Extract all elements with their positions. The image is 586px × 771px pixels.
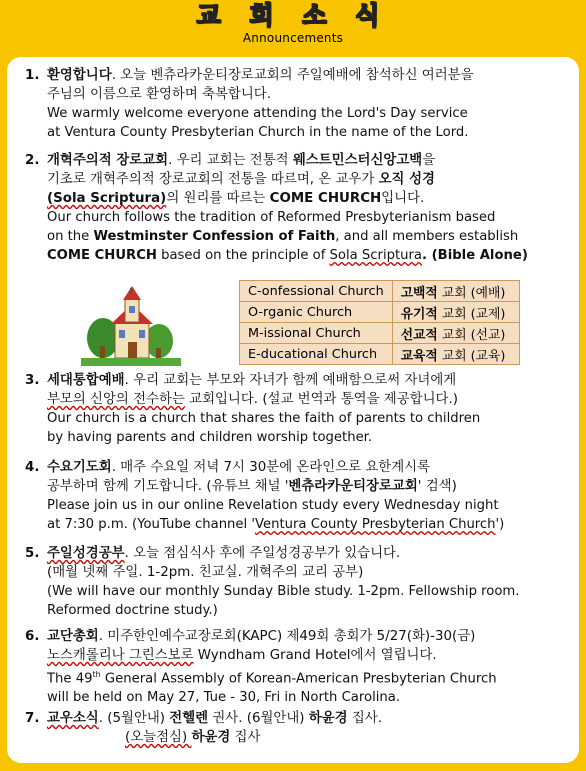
table-cell-text: 교회 (선교) bbox=[437, 327, 506, 343]
item-text: . 오늘 벤츄라카운티장로교회의 주일예배에 참석하신 여러분을 bbox=[111, 68, 474, 83]
item-text-en: will be held on May 27, Tue - 30, Fri in North Carolina. bbox=[47, 690, 401, 706]
page-title: 교 회 소 식 bbox=[196, 1, 390, 30]
item-text-bold: 하윤경 bbox=[308, 711, 348, 726]
item-text: (매월 넷째 주일. 1-2pm. 친교실. 개혁주의 교리 공부) bbox=[47, 565, 364, 580]
table-cell-bold: 고백적 bbox=[400, 285, 438, 301]
item-text: 집사. bbox=[347, 711, 382, 726]
item-text: 의 원리를 따르는 bbox=[166, 191, 270, 206]
item-number: 3. bbox=[25, 373, 40, 388]
item-text-en: (We will have our monthly Sunday Bible study. 1-2pm. Fellowship room. bbox=[47, 584, 520, 599]
come-church-table bbox=[239, 280, 520, 365]
announcement-member-news bbox=[25, 709, 565, 747]
item-text: 집사 bbox=[230, 730, 261, 745]
table-cell bbox=[392, 302, 519, 323]
item-text-en: ') bbox=[495, 517, 505, 532]
item-text: 공부하며 함께 기도합니다. (유튜브 채널 ' bbox=[47, 479, 289, 494]
item-text-bold: (Sola Scriptura) bbox=[47, 191, 167, 206]
item-text-underlined: (오늘점심) bbox=[125, 730, 192, 745]
item-text-bold: 하윤경 bbox=[191, 730, 231, 745]
table-cell-text: 교회 (예배) bbox=[437, 285, 506, 301]
item-heading: 교단총회 bbox=[47, 629, 99, 644]
item-text-en: We warmly welcome everyone attending the Lord's Day service bbox=[47, 106, 468, 121]
item-text-underlined: 부모의 신앙의 전수하는 bbox=[47, 392, 185, 407]
item-text: 기초로 개혁주의적 장로교회의 전통을 따르며, 온 교우가 bbox=[47, 172, 379, 187]
announcement-reformed-church bbox=[25, 151, 565, 265]
item-text-bold: 전헬렌 bbox=[169, 711, 209, 726]
item-text: ' 검색) bbox=[417, 479, 457, 494]
item-text-en: , and all members establish bbox=[335, 229, 519, 244]
item-text-bold: Westminster Confession of Faith bbox=[93, 229, 336, 244]
item-text-en: by having parents and children worship together. bbox=[47, 430, 373, 445]
table-cell: C-onfessional Church bbox=[240, 281, 393, 302]
table-cell-bold: 교육적 bbox=[400, 348, 438, 364]
church-illustration bbox=[81, 286, 181, 366]
item-text-bold: COME CHURCH bbox=[47, 248, 157, 263]
item-text-en: General Assembly of Korean-American Presbyterian Church bbox=[100, 671, 497, 687]
item-text-en: based on the principle of bbox=[156, 248, 330, 263]
announcement-intergenerational-worship bbox=[25, 371, 565, 447]
table-cell-bold: 선교적 bbox=[400, 327, 438, 343]
table-cell-text: 교회 (교제) bbox=[437, 306, 506, 322]
announcement-wednesday-prayer bbox=[25, 458, 565, 534]
item-number: 6. bbox=[25, 629, 40, 644]
table-cell: M-issional Church bbox=[240, 323, 393, 344]
item-number: 1. bbox=[25, 68, 40, 83]
item-text-underlined: Ventura County Presbyterian Church bbox=[255, 517, 496, 532]
item-text-en: The 49 bbox=[47, 671, 93, 687]
item-text: Wyndham Grand Hotel에서 열립니다. bbox=[193, 648, 437, 663]
item-text: . 매주 수요일 저녁 7시 30분에 온라인으로 요한계시록 bbox=[111, 460, 431, 475]
table-row bbox=[240, 323, 520, 344]
item-text: 권사. (6월안내) bbox=[208, 711, 309, 726]
table-row bbox=[240, 344, 520, 365]
item-text: 주님의 이름으로 환영하며 축복합니다. bbox=[47, 87, 271, 102]
item-text-en: at Ventura County Presbyterian Church in the name of the Lord. bbox=[47, 125, 469, 140]
item-text-underlined: 노스캐롤리나 그린스보로 bbox=[47, 648, 194, 663]
item-text: . 우리 교회는 전통적 bbox=[168, 153, 293, 168]
item-heading: 개혁주의적 장로교회 bbox=[47, 153, 169, 168]
item-text: 입니다. bbox=[381, 191, 425, 206]
item-text-en: on the bbox=[47, 229, 94, 244]
item-number: 5. bbox=[25, 546, 40, 561]
item-text-en: at 7:30 p.m. (YouTube channel ' bbox=[47, 517, 256, 532]
item-text: . (5월안내) bbox=[98, 711, 170, 726]
item-text-en: Our church is a church that shares the faith of parents to children bbox=[47, 411, 481, 426]
item-text: 을 bbox=[422, 153, 436, 168]
item-text-bold: COME CHURCH bbox=[269, 191, 382, 206]
item-text-en: Please join us in our online Revelation study every Wednesday night bbox=[47, 498, 499, 513]
item-heading: 주일성경공부 bbox=[47, 546, 125, 561]
table-row bbox=[240, 302, 520, 323]
announcements-panel bbox=[7, 57, 579, 763]
item-text: . 우리 교회는 부모와 자녀가 함께 예배함으로써 자녀에게 bbox=[124, 373, 457, 388]
item-number: 2. bbox=[25, 153, 40, 168]
item-heading: 세대통합예배 bbox=[47, 373, 125, 388]
announcement-bible-study bbox=[25, 544, 565, 620]
page-subtitle: Announcements bbox=[242, 31, 344, 45]
item-heading: 수요기도회 bbox=[47, 460, 112, 475]
table-cell bbox=[392, 323, 519, 344]
item-text-bold: 오직 성경 bbox=[378, 172, 435, 187]
table-row bbox=[240, 281, 520, 302]
header bbox=[0, 0, 586, 56]
table-cell: O-rganic Church bbox=[240, 302, 393, 323]
item-text: . 오늘 점심식사 후에 주일성경공부가 있습니다. bbox=[124, 546, 401, 561]
item-heading: 교우소식 bbox=[47, 711, 99, 726]
table-cell: E-ducational Church bbox=[240, 344, 393, 365]
item-text-bold: 벤츄라카운티장로교회 bbox=[288, 479, 418, 494]
announcement-welcome bbox=[25, 66, 565, 142]
item-heading: 환영합니다 bbox=[47, 68, 112, 83]
table-cell-bold: 유기적 bbox=[400, 306, 438, 322]
table-cell-text: 교회 (교육) bbox=[437, 348, 506, 364]
item-text-bold: 웨스트민스터신앙고백 bbox=[292, 153, 423, 168]
table-cell bbox=[392, 281, 519, 302]
item-text-en: Our church follows the tradition of Reformed Presbyterianism based bbox=[47, 210, 496, 225]
announcement-general-assembly bbox=[25, 627, 565, 707]
item-text-underlined: Sola Scriptura bbox=[329, 248, 423, 263]
item-text-bold: . (Bible Alone) bbox=[422, 248, 528, 263]
item-text: 교회입니다. (설교 번역과 통역을 제공합니다.) bbox=[184, 392, 458, 407]
table-cell bbox=[392, 344, 519, 365]
item-number: 4. bbox=[25, 460, 40, 475]
item-text: . 미주한인예수교장로회(KAPC) 제49회 총회가 5/27(화)-30(금) bbox=[98, 629, 476, 644]
item-text-en: Reformed doctrine study.) bbox=[47, 603, 218, 618]
item-number: 7. bbox=[25, 711, 40, 726]
item-text-sup: th bbox=[92, 670, 101, 679]
